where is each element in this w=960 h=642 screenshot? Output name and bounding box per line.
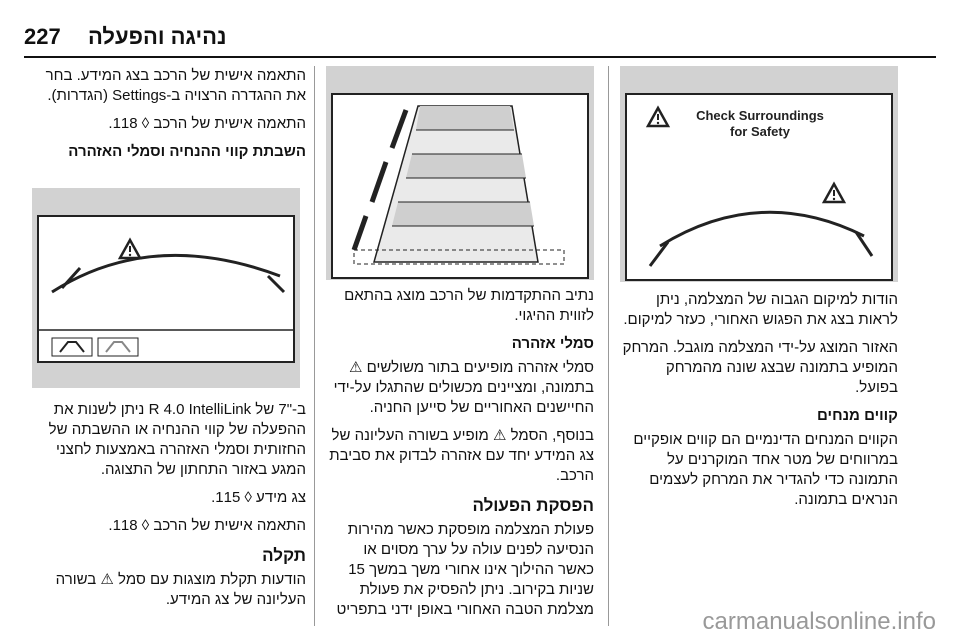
camera-display-figure-check-surroundings: [620, 66, 898, 282]
figure-warning-text: Check Surroundings: [696, 108, 824, 123]
section-heading: הפסקת הפעולה: [472, 496, 594, 515]
camera-display-figure-trajectory: [326, 66, 594, 280]
column-middle: [326, 286, 594, 628]
column-divider-right: [608, 66, 609, 626]
paragraph: פעולת המצלמה מופסקת כאשר מהירות הנסיעה לפנים עולה על ערך מסוים או כאשר ההילוך אינו אחורי משך במשך 15 שניות בקירוב. ניתן להפסיק את פעולת מצלמת הטבה האחורי באופן ידני בתפריט: [336, 521, 594, 618]
page-number: 227: [24, 24, 61, 49]
paragraph: צג מידע ◊ 115.: [211, 489, 306, 506]
paragraph: סמלי אזהרה מופיעים בתור משולשים ⚠ בתמונה, ומציינים מכשולים שהתגלו על-ידי החיישנים האחוריים של סייען החניה.: [333, 359, 594, 416]
paragraph: ב-"7 של R 4.0 IntelliLink ניתן לשנות את ההפעלה של קווי ההנחיה או ההשבתה של החזותית וסמלי האזהרה באמצעות לחצני המגע באזור התחתון של התצוגה.: [48, 401, 306, 478]
paragraph: התאמה אישית של הרכב ◊ 118.: [108, 517, 306, 534]
paragraph: בנוסף, הסמל ⚠ מופיע בשורה העליונה של צג המידע יחד עם אזהרה לבדוק את סביבת הרכב.: [329, 427, 594, 484]
page-header: [0, 0, 960, 58]
paragraph: נתיב ההתקדמות של הרכב מוצג בהתאם לזווית ההיגוי.: [344, 287, 594, 324]
figure-illustration: [620, 66, 898, 282]
watermark: carmanualsonline.info: [702, 608, 936, 635]
figure-warning-text: for Safety: [730, 124, 790, 139]
chapter-title: נהיגה והפעלה: [88, 24, 227, 49]
header-rule: [24, 56, 936, 58]
paragraph: הודות למיקום הגבוה של המצלמה, ניתן לראות בצג את הפגוש האחורי, כעזר למיקום.: [623, 291, 898, 328]
column-left-lower: [24, 400, 306, 618]
paragraph: התאמה אישית של הרכב בצג המידע. בחר את ההגדרה הרצויה ב-Settings (הגדרות).: [45, 67, 306, 104]
section-heading: השבתת קווי ההנחיה וסמלי האזהרה: [68, 143, 306, 160]
paragraph: הקווים המנחים הדינמיים הם קווים אופקיים במרווחים של מטר אחד המוקרנים על התמונה כדי להגדיר את המרחק לעצמים הנראים בתמונה.: [633, 431, 898, 508]
column-left: [24, 66, 306, 166]
figure-illustration: [326, 66, 594, 280]
subheading: קווים מנחים: [817, 407, 898, 424]
camera-display-figure-touch-buttons: [32, 188, 300, 388]
section-heading: תקלה: [262, 546, 306, 565]
paragraph: התאמה אישית של הרכב ◊ 118.: [108, 115, 306, 132]
subheading: סמלי אזהרה: [511, 335, 594, 352]
column-divider-left: [314, 66, 315, 626]
paragraph: האזור המוצג על-ידי המצלמה מוגבל. המרחק המופיע בתמונה שבצג שונה מהמרחק בפועל.: [622, 339, 898, 396]
column-right: [620, 290, 898, 518]
paragraph: הודעות תקלת מוצגות עם סמל ⚠ בשורה העליונה של צג המידע.: [55, 571, 306, 608]
figure-illustration: [32, 188, 300, 388]
